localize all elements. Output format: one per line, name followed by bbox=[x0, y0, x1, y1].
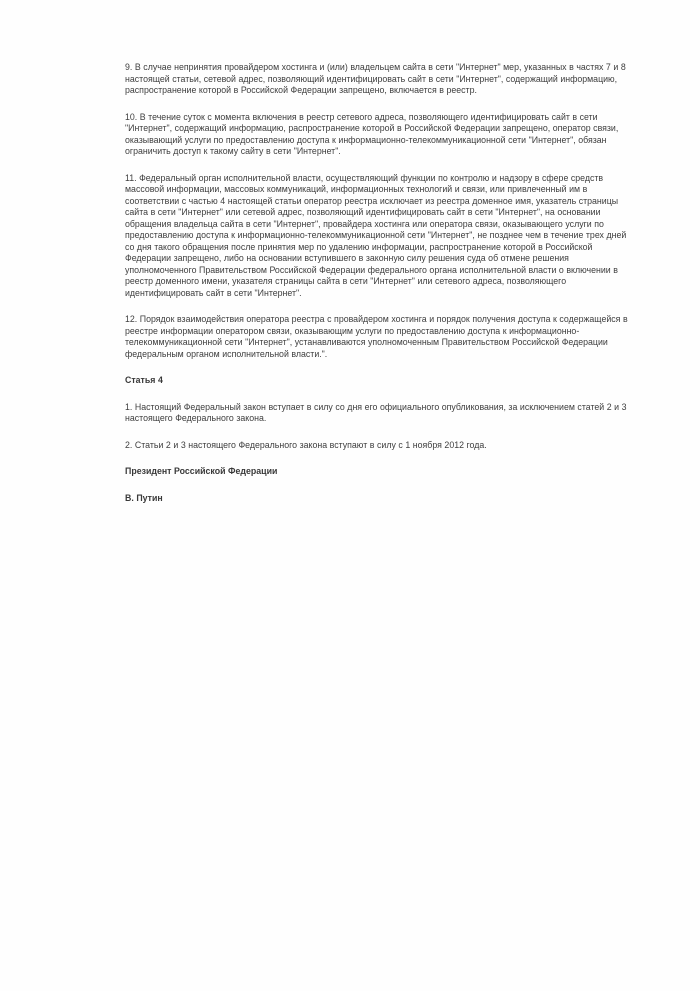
paragraph-part-11: 11. Федеральный орган исполнительной власти, осуществляющий функции по контролю и надзору в сфере средств массовой информации, массовых коммуникаций, информационных технологий и связи, или привлеченный им в соответствии с частью 4 настоящей статьи оператор реестра исключает из реестра доменное имя, указатель страницы сайта в сети "Интернет" или сетевой адрес, позволяющий идентифицировать сайт в сети "Интернет", на основании обращения владельца сайта в сети "Интернет", провайдера хостинга или оператора связи, оказывающего услуги по предоставлению доступа к информационно-телекоммуникационной сети "Интернет", не позднее чем в течение трех дней со дня такого обращения после принятия мер по удалению информации, распространение которой в Российской Федерации запрещено, либо на основании вступившего в законную силу решения суда об отмене решения уполномоченного Правительством Российской Федерации федерального органа исполнительной власти о включении в реестр доменного имени, указателя страницы сайта в сети "Интернет" или сетевого адреса, позволяющего идентифицировать сайт в сети "Интернет". bbox=[125, 172, 627, 298]
signature-name: В. Путин bbox=[125, 492, 163, 503]
article-4-paragraph-2: 2. Статьи 2 и 3 настоящего Федерального закона вступают в силу с 1 ноября 2012 года. bbox=[125, 439, 487, 450]
paragraph-part-9: 9. В случае непринятия провайдером хостинга и (или) владельцем сайта в сети "Интернет" мер, указанных в частях 7 и 8 настоящей статьи, сетевой адрес, позволяющий идентифицировать сайт в сети "Интернет", содержащий информацию, распространение которой в Российской Федерации запрещено, включается в реестр. bbox=[125, 62, 626, 95]
article-4-heading: Статья 4 bbox=[125, 375, 163, 385]
article-4-paragraph-1: 1. Настоящий Федеральный закон вступает в силу со дня его официального опубликования, за исключением статей 2 и 3 настоящего Федерального закона. bbox=[125, 401, 627, 423]
signature-title: Президент Российской Федерации bbox=[125, 466, 278, 476]
document-body bbox=[125, 62, 637, 519]
paragraph-part-12: 12. Порядок взаимодействия оператора реестра с провайдером хостинга и порядок получения доступа к содержащейся в реестре информации оператором связи, оказывающим услуги по предоставлению доступа к информационно-телекоммуникационной сети "Интернет", устанавливаются уполномоченным Правительством Российской Федерации федеральным органом исполнительной власти.". bbox=[125, 314, 628, 359]
paragraph-part-10: 10. В течение суток с момента включения в реестр сетевого адреса, позволяющего идентифицировать сайт в сети "Интернет", содержащий информацию, распространение которой в Российской Федерации запрещено, оператор связи, оказывающий услуги по предоставлению доступа к информационно-телекоммуникационной сети "Интернет", обязан ограничить доступ к такому сайту в сети "Интернет". bbox=[125, 111, 619, 156]
